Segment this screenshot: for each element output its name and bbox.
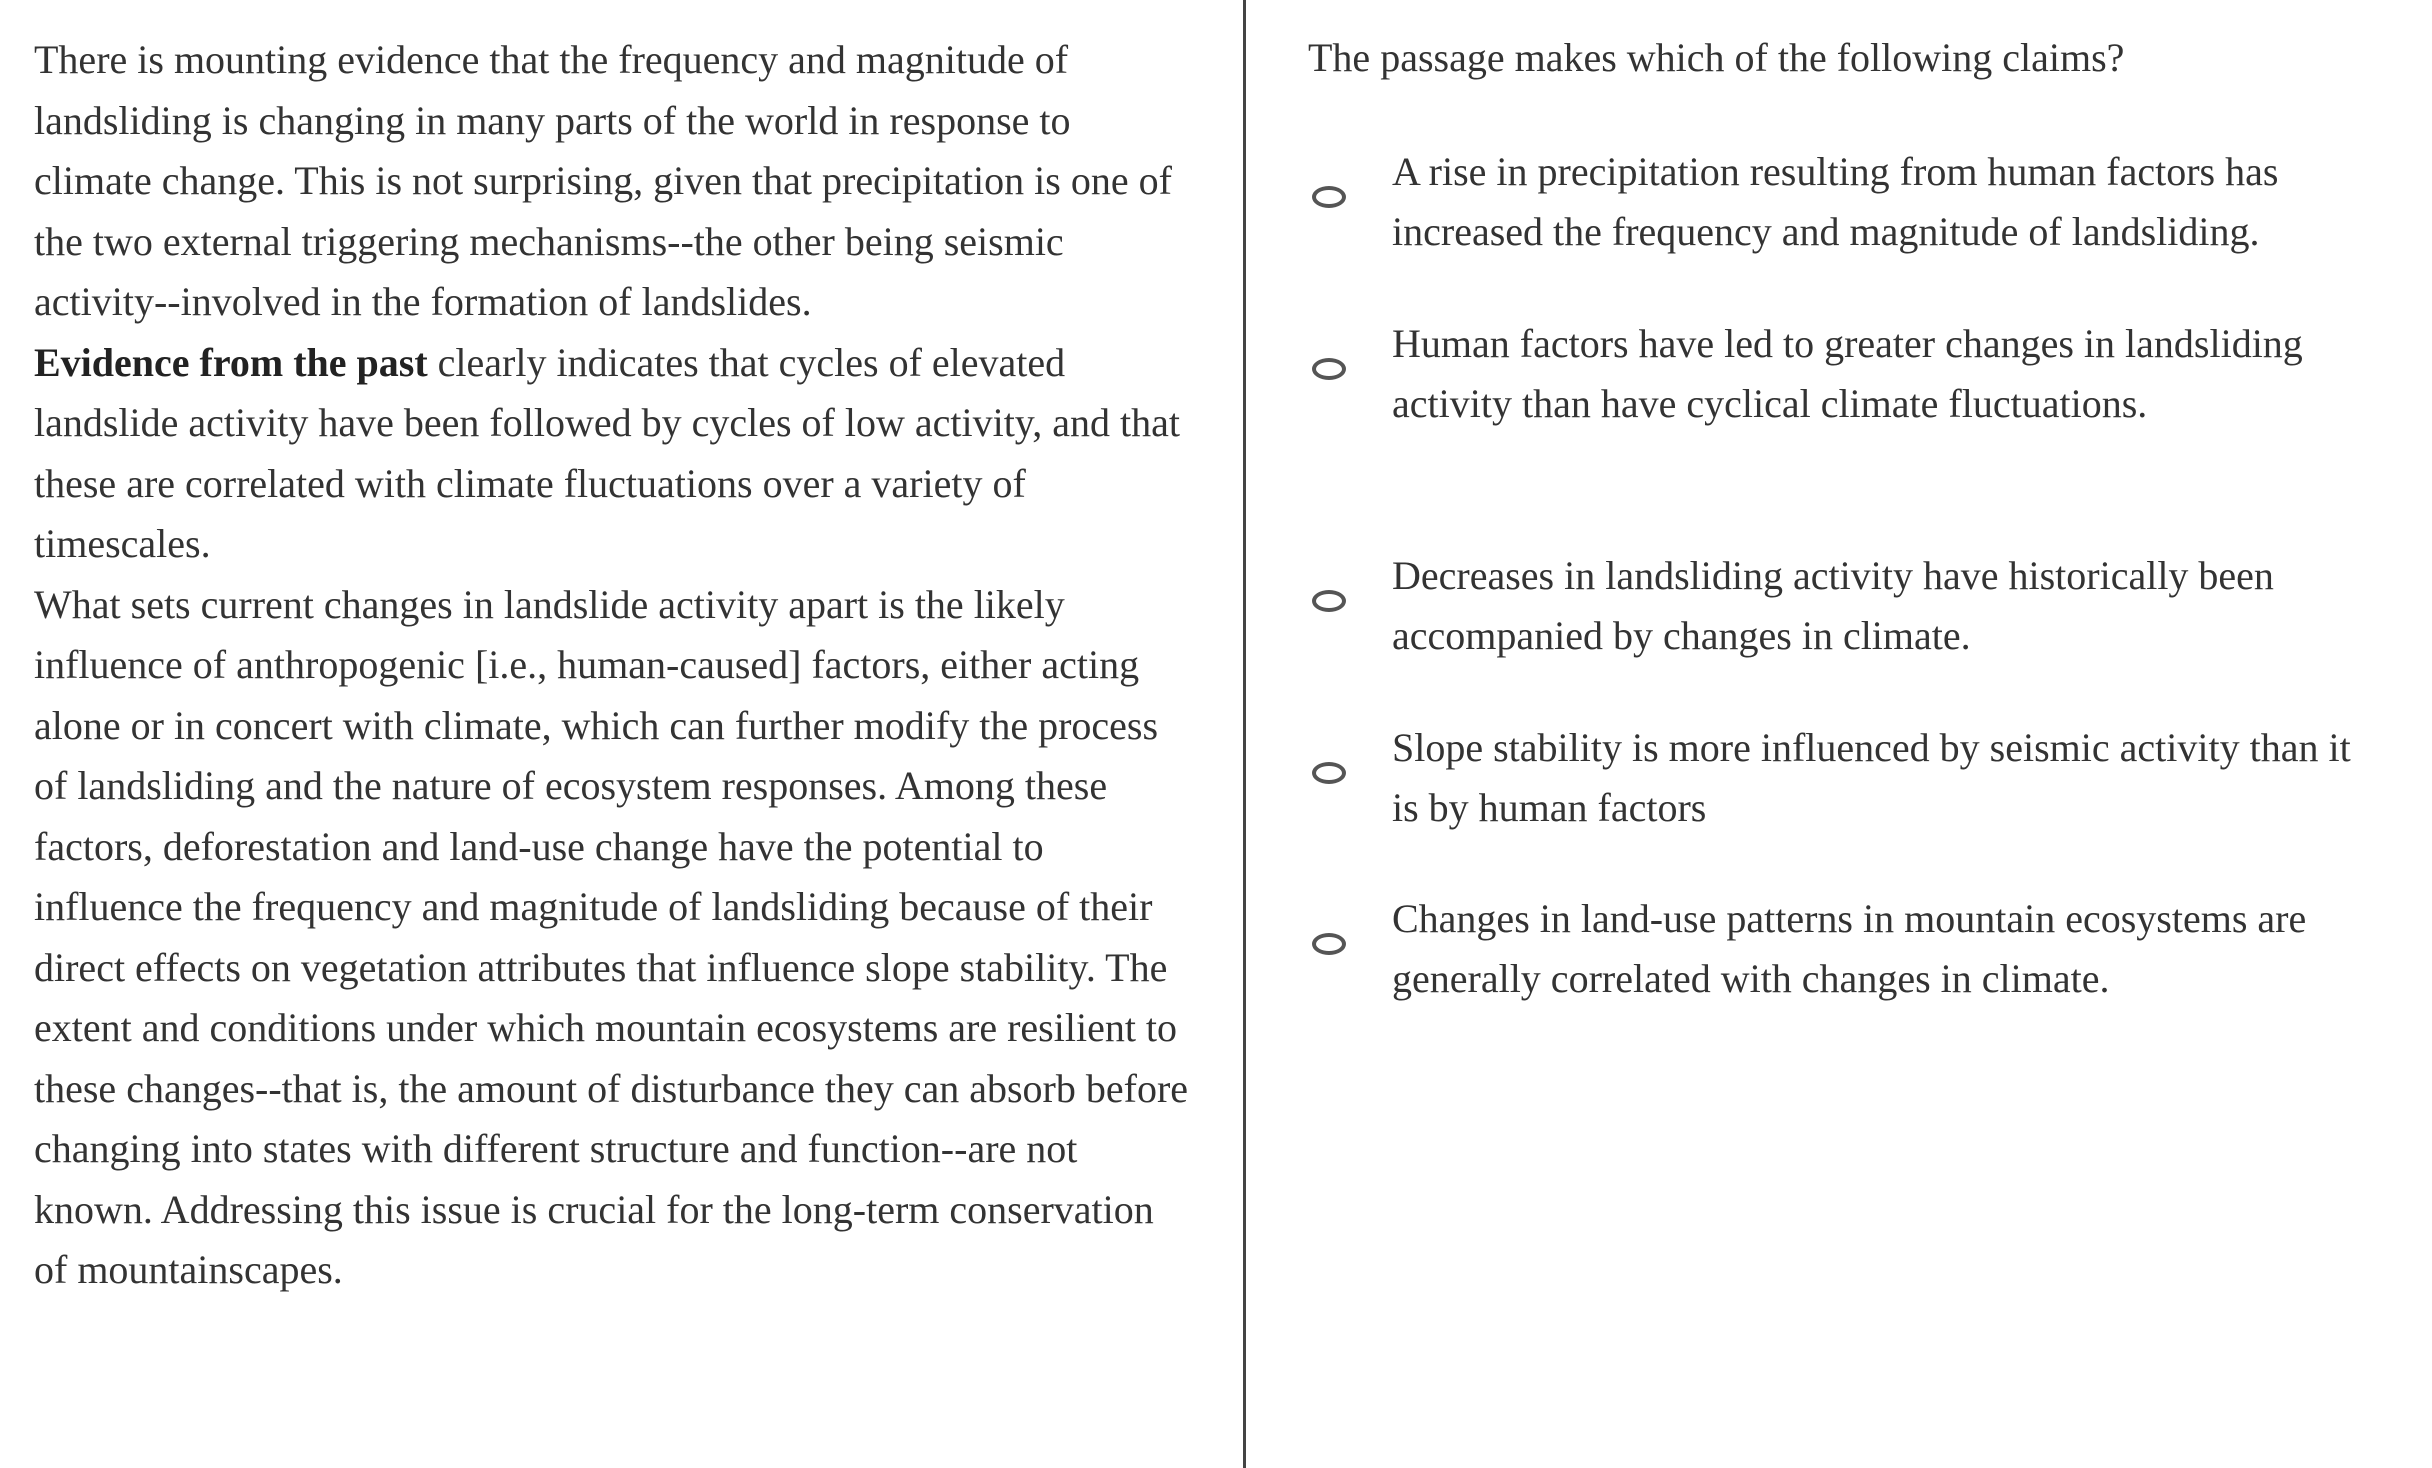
passage-highlight: Evidence from the past — [34, 339, 428, 385]
answer-option-c-label[interactable]: Decreases in landsliding activity have historically been accompanied by changes in climate. — [1392, 553, 2274, 658]
passage-paragraph-1: There is mounting evidence that the frequency and magnitude of landsliding is changing in many parts of the world in response to climate change. This is not surprising, given that precipitation is one of the two external triggering mechanisms--the other being seismic activity--involved in the formation of landslides. — [34, 37, 1172, 324]
answer-option-a-label[interactable]: A rise in precipitation resulting from human factors has increased the frequency and magnitude of landsliding. — [1392, 149, 2279, 254]
answer-option-a[interactable] — [1308, 142, 2378, 262]
radio-button-d[interactable] — [1312, 762, 1346, 784]
answer-option-b-label[interactable]: Human factors have led to greater changes in landsliding activity than have cyclical climate fluctuations. — [1392, 321, 2303, 426]
passage-paragraph-2 — [34, 333, 1194, 575]
answer-option-d-label[interactable]: Slope stability is more influenced by seismic activity than it is by human factors — [1392, 725, 2351, 830]
radio-button-c[interactable] — [1312, 590, 1346, 612]
answer-option-d[interactable] — [1308, 718, 2378, 838]
answer-option-c[interactable] — [1308, 546, 2378, 666]
pane-divider[interactable] — [1243, 0, 1246, 1468]
answer-option-b[interactable] — [1308, 314, 2378, 434]
question-stem: The passage makes which of the following claims? — [1308, 35, 2125, 80]
answer-option-e-label[interactable]: Changes in land-use patterns in mountain ecosystems are generally correlated with changes in climate. — [1392, 896, 2307, 1001]
answer-option-e[interactable] — [1308, 889, 2378, 1009]
passage-pane — [34, 30, 1194, 1301]
radio-button-e[interactable] — [1312, 933, 1346, 955]
passage-paragraph-2-text: clearly indicates that cycles of elevated landslide activity have been followed by cycles of low activity, and that these are correlated with climate fluctuations over a variety of timescales. — [34, 339, 1180, 566]
question-pane — [1308, 28, 2408, 1001]
passage-paragraph-3: What sets current changes in landslide activity apart is the likely influence of anthropogenic [i.e., human-caused] factors, either acting alone or in concert with climate, which can further modify the process of landsliding and the nature of ecosystem responses. Among these factors, deforestation and land-use change have the potential to influence the frequency and magnitude of landsliding because of their direct effects on vegetation attributes that influence slope stability. The extent and conditions under which mountain ecosystems are resilient to these changes--that is, the amount of disturbance they can absorb before changing into states with different structure and function--are not known. Addressing this issue is crucial for the long-term conservation of mountainscapes. — [34, 581, 1189, 1292]
radio-button-a[interactable] — [1312, 186, 1346, 208]
radio-button-b[interactable] — [1312, 358, 1346, 380]
